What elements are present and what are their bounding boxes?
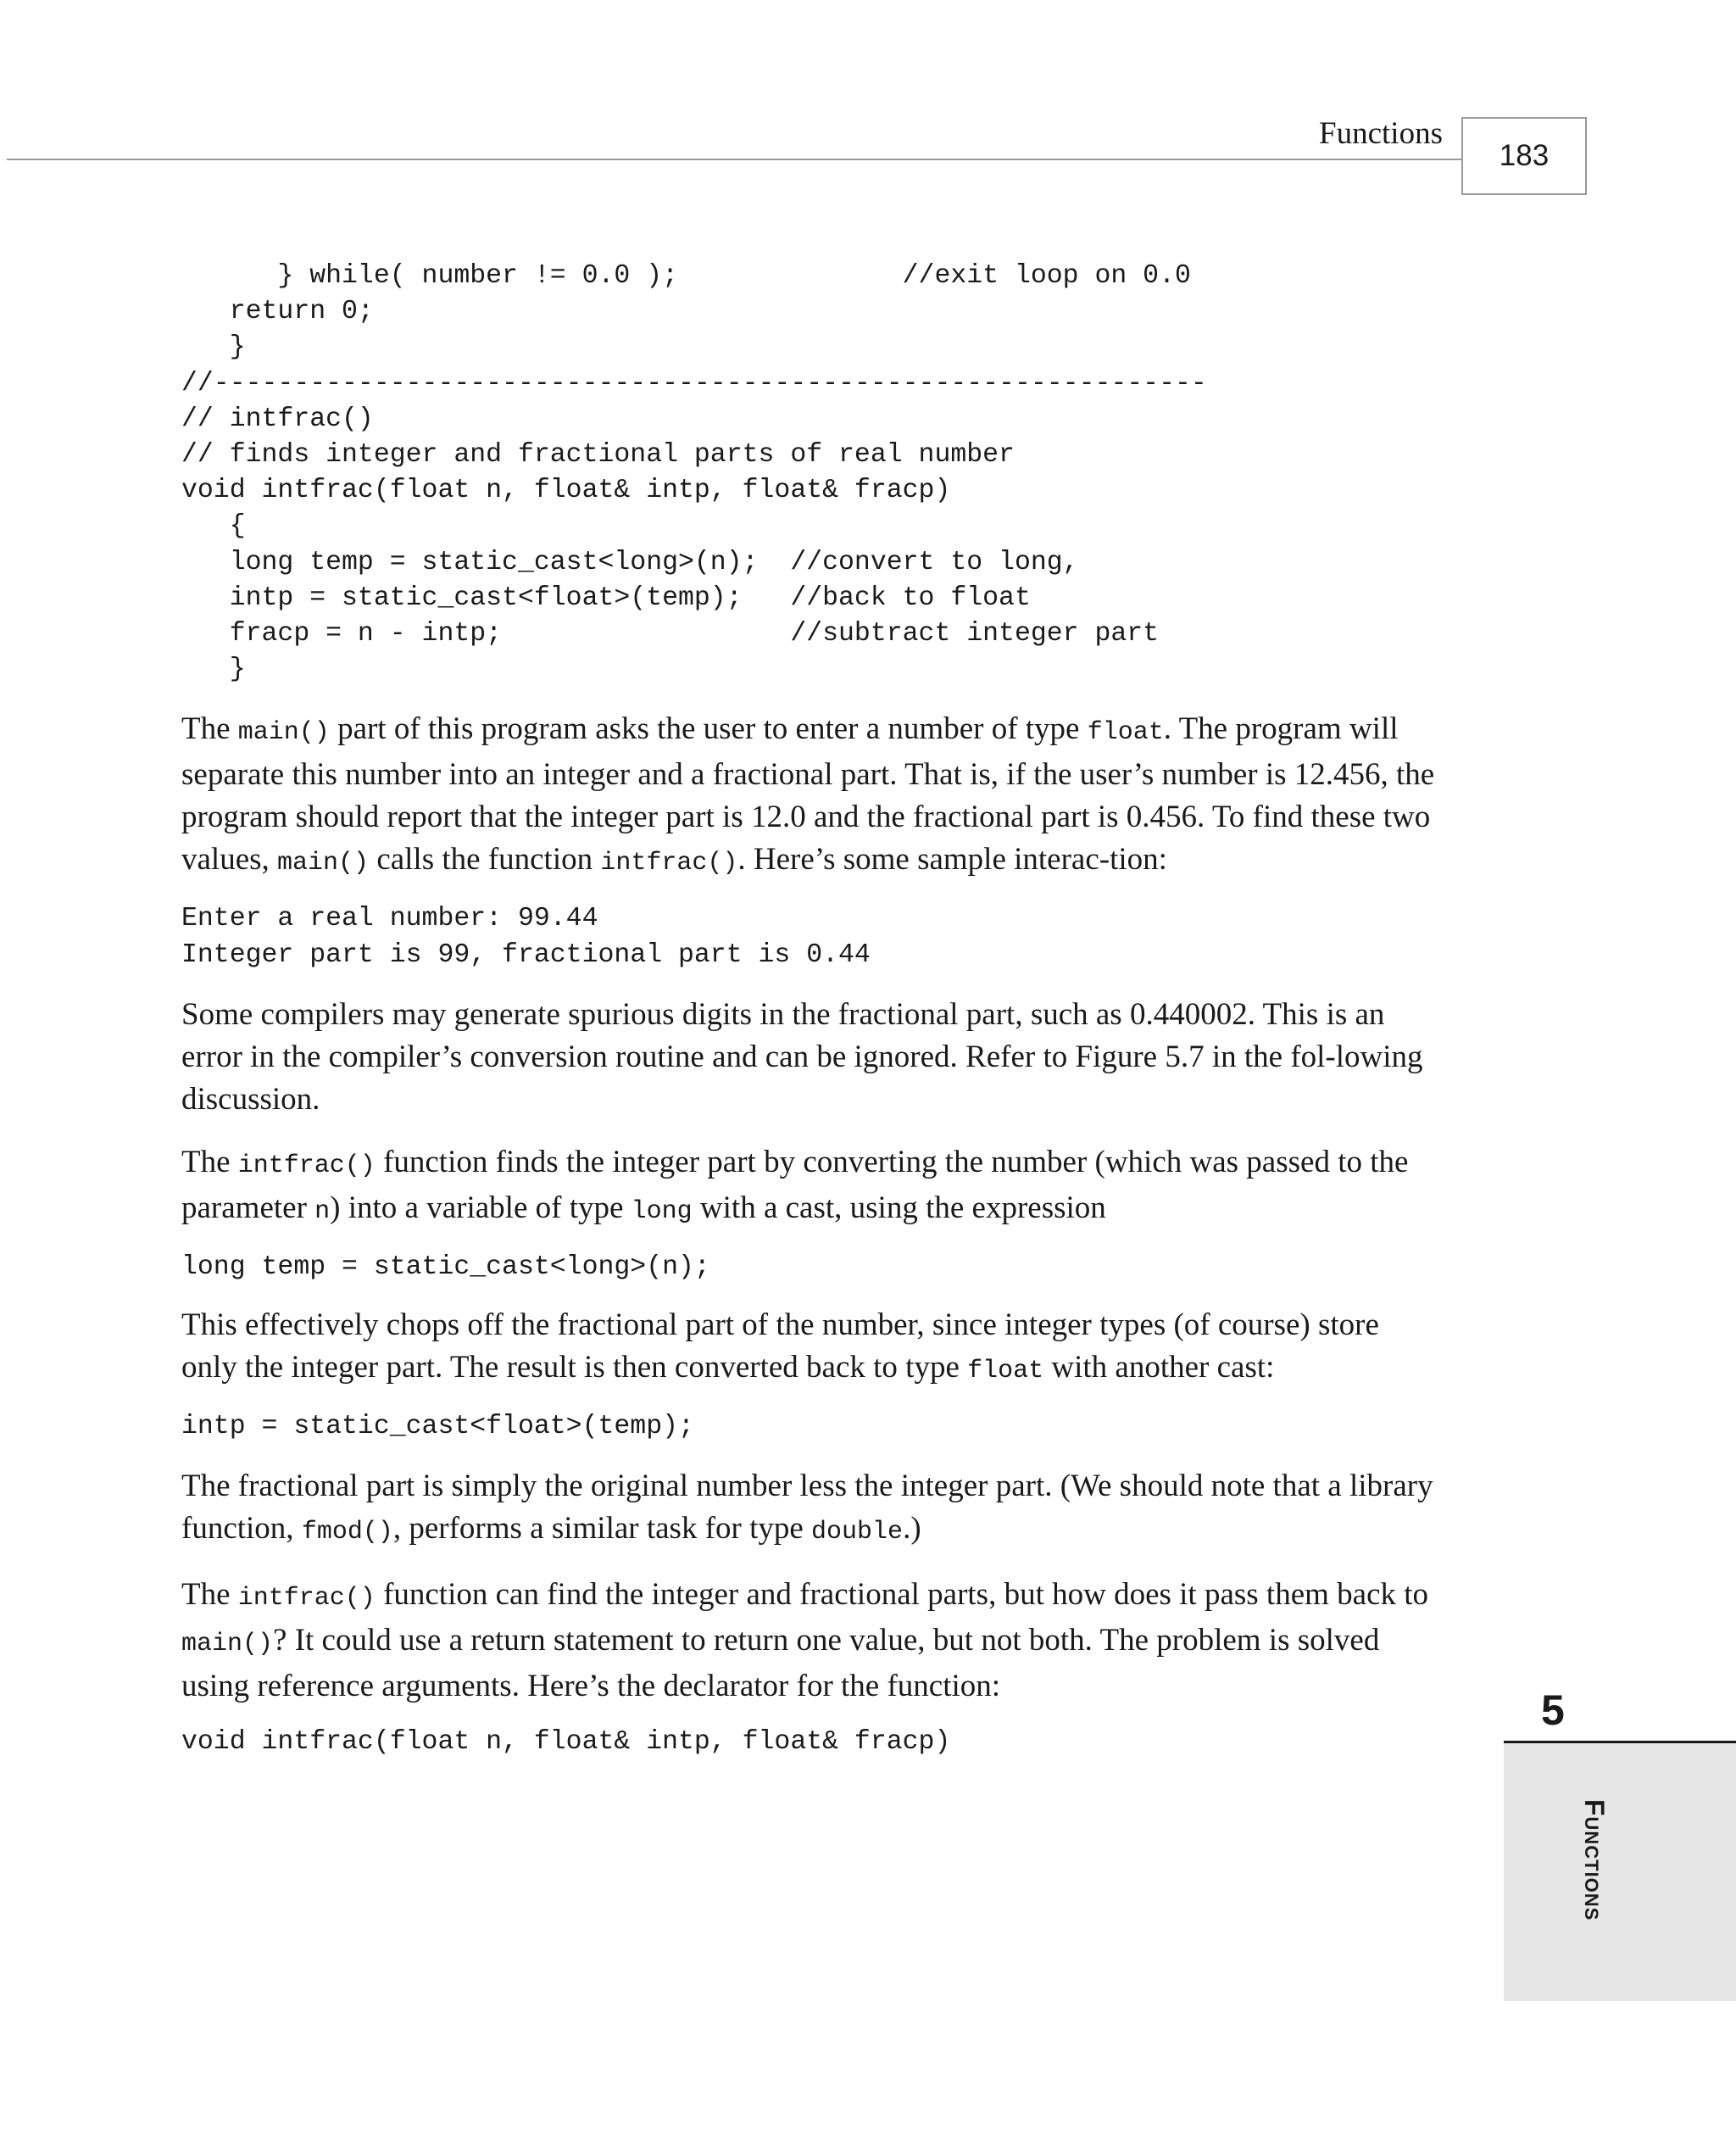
text-run: The bbox=[181, 1577, 238, 1613]
text-run: The bbox=[181, 711, 238, 747]
body-paragraph bbox=[181, 1304, 1436, 1392]
text-run: function finds the integer part by converting the number (which was passed to the parameter bbox=[181, 1144, 1409, 1225]
code-listing: void intfrac(float n, float& intp, float& fracp) bbox=[181, 1727, 951, 1758]
header-rule bbox=[7, 159, 1461, 160]
text-run: calls the function bbox=[369, 842, 601, 878]
text-run: with another cast: bbox=[1043, 1350, 1275, 1385]
body-paragraph bbox=[181, 708, 1436, 884]
body-paragraph bbox=[181, 1574, 1436, 1708]
inline-code: float bbox=[1087, 718, 1164, 748]
code-listing: long temp = static_cast<long>(n); bbox=[181, 1251, 710, 1282]
page-number-box bbox=[1461, 117, 1587, 195]
inline-code: main() bbox=[237, 718, 330, 748]
text-run: . Here’s some sample interac-tion: bbox=[737, 842, 1167, 878]
text-run: The fractional part is simply the original number less the integer part. (We should note that a library function, bbox=[181, 1469, 1433, 1547]
text-run: ? It could use a return statement to return one value, but not both. The problem is solved using reference arguments. Here’s the declarator for the function: bbox=[181, 1623, 1380, 1704]
text-run: with a cast, using the expression bbox=[692, 1190, 1106, 1225]
body-paragraph bbox=[181, 994, 1436, 1121]
text-run: , performs a similar task for type bbox=[392, 1511, 812, 1547]
code-listing: intp = static_cast<float>(temp); bbox=[181, 1412, 694, 1442]
inline-code: main() bbox=[277, 849, 370, 878]
page-body bbox=[181, 259, 1436, 1760]
chapter-thumb-tab bbox=[1504, 1743, 1736, 2001]
text-run: This effectively chops off the fractional part of the number, since integer types (of course) store only the integer part. The result is then converted back to type bbox=[181, 1307, 1379, 1385]
text-run: part of this program asks the user to enter a number of type bbox=[329, 711, 1088, 747]
page-number: 183 bbox=[1499, 139, 1550, 172]
text-run: . The program will separate this number into an integer and a fractional part. That is, if the user’s number is 12.456, the program should report that the integer part is 12.0 and the fractional part is 0.456. To find these two values, bbox=[181, 711, 1435, 878]
running-head-title: Functions bbox=[1319, 116, 1443, 151]
inline-code: n bbox=[314, 1196, 331, 1226]
code-listing: Enter a real number: 99.44 Integer part is 99, fractional part is 0.44 bbox=[181, 904, 871, 970]
body-paragraph bbox=[181, 1141, 1436, 1233]
text-run: ) into a variable of type bbox=[330, 1190, 632, 1225]
chapter-number: 5 bbox=[1541, 1686, 1565, 1734]
inline-code: intfrac() bbox=[600, 849, 738, 878]
inline-code: long bbox=[631, 1196, 693, 1226]
running-head bbox=[0, 0, 1736, 203]
inline-code: intfrac() bbox=[237, 1584, 376, 1614]
code-listing: } while( number != 0.0 ); //exit loop on 0.0 return 0; } //-------------------------------------------------------------- // intfrac() // finds integer and fractional parts of real number void intfrac(float n, float& intp, float& fracp) { long temp = static_cast<long>(n); //convert to long, intp = static_cast<float>(temp); //back to float fracp = n - intp; //subtract integer part } bbox=[181, 261, 1207, 685]
text-run: function can find the integer and fractional parts, but how does it pass them back to bbox=[375, 1577, 1429, 1613]
inline-code: double bbox=[811, 1518, 904, 1547]
inline-code: main() bbox=[181, 1630, 274, 1659]
text-run: Some compilers may generate spurious digits in the fractional part, such as 0.440002. This is an error in the compiler’s conversion routine and can be ignored. Refer to Figure 5.7 in the fol-lowing discussion. bbox=[181, 996, 1423, 1117]
inline-code: intfrac() bbox=[237, 1151, 376, 1180]
text-run: The bbox=[181, 1144, 238, 1179]
inline-code: float bbox=[967, 1357, 1044, 1386]
inline-code: fmod() bbox=[301, 1518, 393, 1547]
text-run: .) bbox=[903, 1511, 921, 1547]
chapter-title: Functions bbox=[1579, 1799, 1610, 1921]
body-paragraph bbox=[181, 1465, 1436, 1553]
